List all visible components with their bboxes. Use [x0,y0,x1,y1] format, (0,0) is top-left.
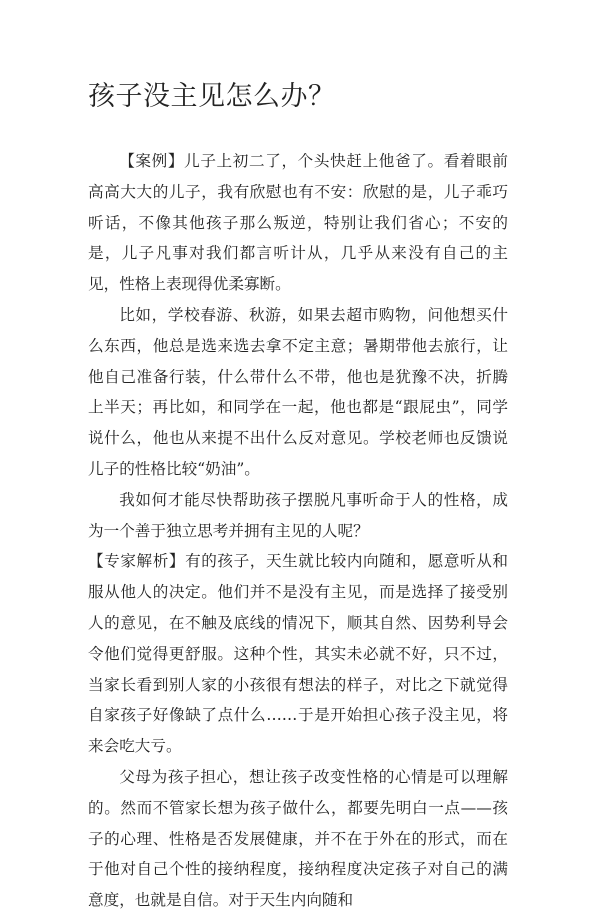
paragraph-case [88,146,508,300]
paragraph-example [88,300,508,485]
paragraph-parents [88,762,508,916]
paragraph-question [88,485,508,547]
paragraph-text: 我如何才能尽快帮助孩子摆脱凡事听命于人的性格，成为一个善于独立思考并拥有主见的人呢？ [88,490,508,540]
paragraph-text: 比如，学校春游、秋游，如果去超市购物，问他想买什么东西，他总是选来选去拿不定主意；暑期带他去旅行，让他自己准备行装，什么带什么不带，他也是犹豫不决，折腾上半天；再比如，和同学在一起，他也都是“跟屁虫”，同学说什么，他也从来提不出什么反对意见。学校老师也反馈说儿子的性格比较“奶油”。 [88,305,508,478]
case-label: 【案例】 [119,152,185,170]
page-title: 孩子没主见怎么办？ [88,81,336,112]
article-body [88,146,508,916]
paragraph-text: 有的孩子，天生就比较内向随和，愿意听从和服从他人的决定。他们并不是没有主见，而是选择了接受别人的意见，在不触及底线的情况下，顺其自然、因势利导会令他们觉得更舒服。这种个性，其实未必就不好，只不过，当家长看到别人家的小孩很有想法的样子，对比之下就觉得自家孩子好像缺了点什么……于是开始担心孩子没主见，将来会吃大亏。 [88,552,508,756]
paragraph-text: 父母为孩子担心，想让孩子改变性格的心情是可以理解的。然而不管家长想为孩子做什么，都要先明白一点——孩子的心理、性格是否发展健康，并不在于外在的形式，而在于他对自己个性的接纳程度，接纳程度决定孩子对自己的满意度，也就是自信。对于天生内向随和 [88,767,508,910]
paragraph-text: 儿子上初二了，个头快赶上他爸了。看着眼前高高大大的儿子，我有欣慰也有不安：欣慰的是，儿子乖巧听话，不像其他孩子那么叛逆，特别让我们省心；不安的是，儿子凡事对我们都言听计从，几乎从来没有自己的主见，性格上表现得优柔寡断。 [88,152,508,294]
paragraph-expert-analysis [88,546,508,762]
expert-label: 【专家解析】 [88,552,186,571]
